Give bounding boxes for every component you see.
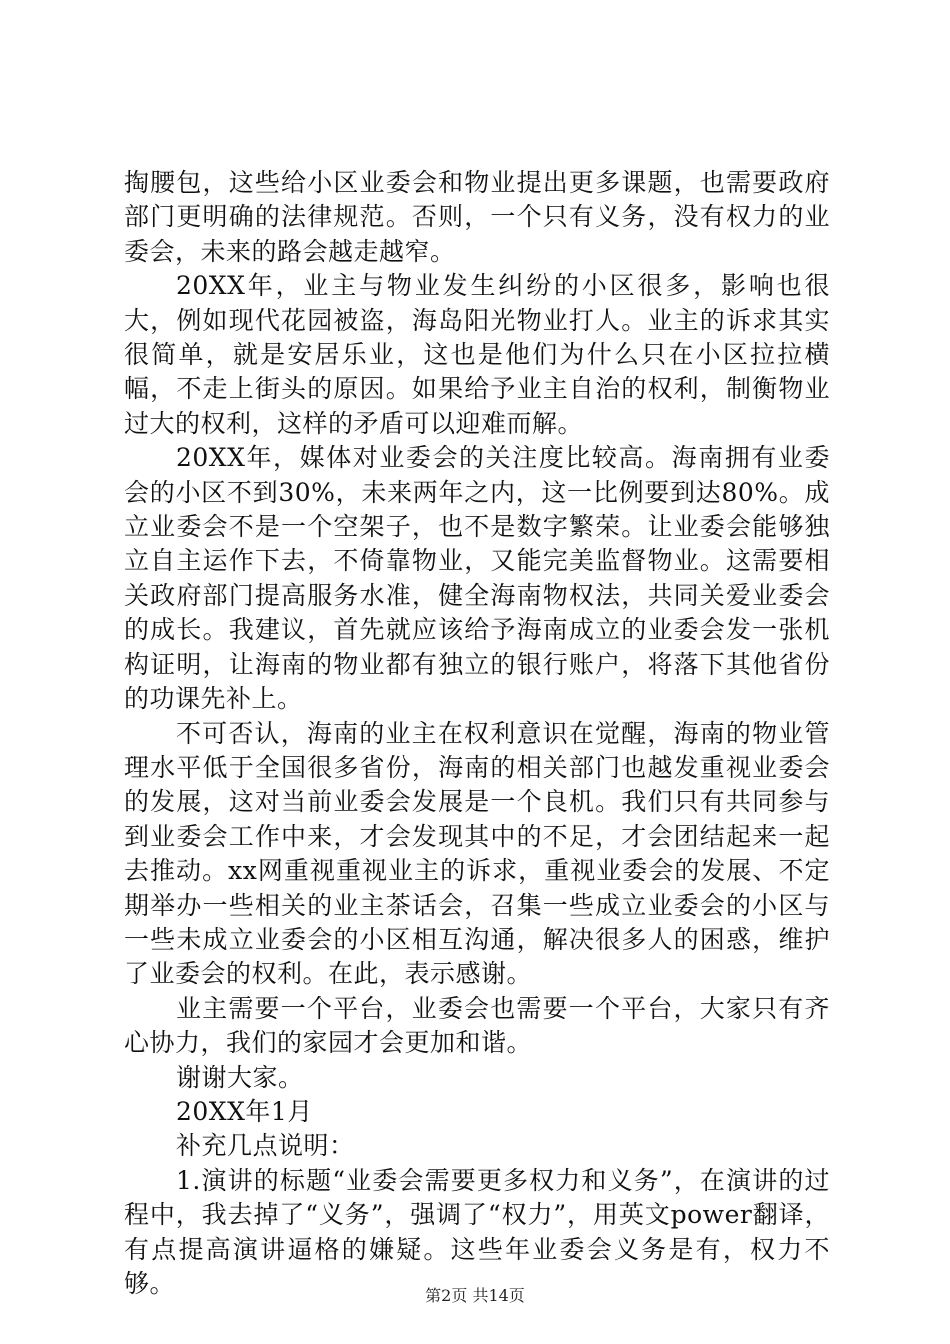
paragraph-thanks: 谢谢大家。 bbox=[176, 1062, 304, 1092]
paragraph-media-attention: 20XX年，媒体对业委会的关注度比较高。海南拥有业委会的小区不到30%，未来两年之内，这一比例要到达80%。成立业委会不是一个空架子，也不是数字繁荣。让业委会能够独立自主运作下去，不倚靠物业，又能完美监督物业。这需要相关政府部门提高服务水准，健全海南物权法，共同关爱业委会的成长。我建议，首先就应该给予海南成立的业委会发一张机构证明，让海南的物业都有独立的银行账户，将落下其他省份的功课先补上。 bbox=[124, 443, 830, 714]
document-body bbox=[124, 166, 830, 1301]
paragraph-awareness: 不可否认，海南的业主在权利意识在觉醒，海南的物业管理水平低于全国很多省份，海南的相关部门也越发重视业委会的发展，这对当前业委会发展是一个良机。我们只有共同参与到业委会工作中来，才会发现其中的不足，才会团结起来一起去推动。xx网重视重视业主的诉求，重视业委会的发展、不定期举办一些相关的业主茶话会，召集一些成立业委会的小区与一些未成立业委会的小区相互沟通，解决很多人的困惑，维护了业委会的权利。在此，表示感谢。 bbox=[124, 718, 830, 989]
paragraph-platform: 业主需要一个平台，业委会也需要一个平台，大家只有齐心协力，我们的家园才会更加和谐。 bbox=[124, 993, 830, 1058]
paragraph-date: 20XX年1月 bbox=[176, 1096, 313, 1126]
paragraph-supplement-heading: 补充几点说明： bbox=[176, 1131, 355, 1161]
paragraph-supplement-item-1: 1.演讲的标题“业委会需要更多权力和义务”，在演讲的过程中，我去掉了“义务”，强调了“权力”，用英文power翻译，有点提高演讲逼格的嫌疑。这些年业委会义务是有，权力不够。 bbox=[124, 1165, 830, 1298]
paragraph-disputes: 20XX年，业主与物业发生纠纷的小区很多，影响也很大，例如现代花园被盗，海岛阳光物业打人。业主的诉求其实很简单，就是安居乐业，这也是他们为什么只在小区拉拉横幅，不走上街头的原因。如果给予业主自治的权利，制衡物业过大的权利，这样的矛盾可以迎难而解。 bbox=[124, 271, 830, 438]
paragraph-continuation: 掏腰包，这些给小区业委会和物业提出更多课题，也需要政府部门更明确的法律规范。否则，一个只有义务，没有权力的业委会，未来的路会越走越窄。 bbox=[124, 168, 830, 266]
page-footer: 第2页 共14页 bbox=[425, 1286, 525, 1305]
